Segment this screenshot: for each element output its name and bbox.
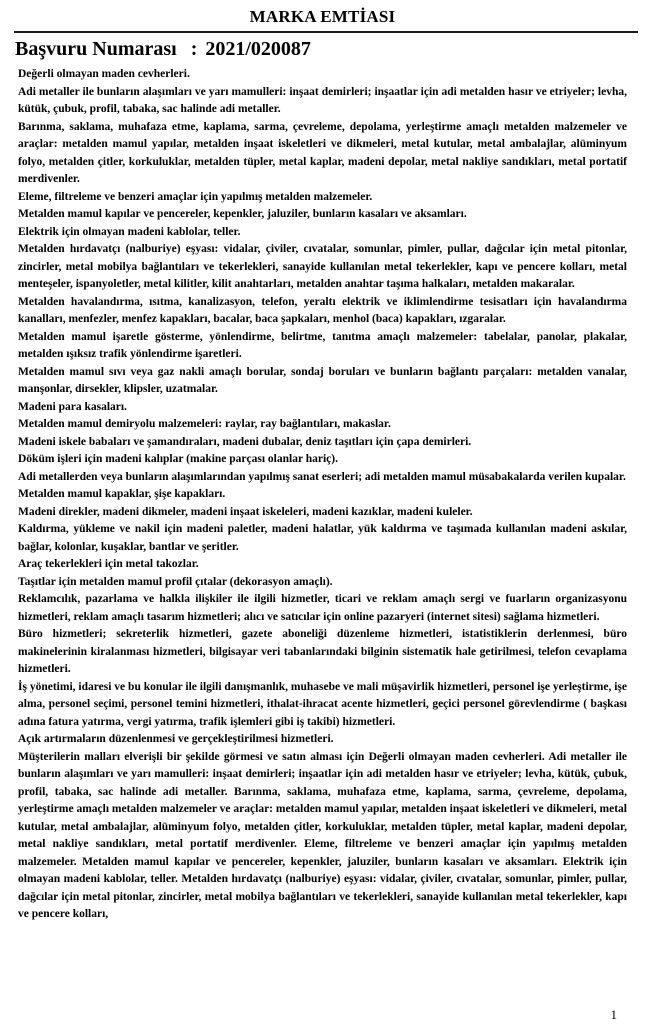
application-number-separator: : — [190, 38, 198, 60]
goods-paragraph: İş yönetimi, idaresi ve bu konular ile ilgili danışmanlık, muhasebe ve mali müşavirlik hizmetleri, personel işe yerleştirme, işe alma, personel seçimi, personel temini hizmetleri, ithalat-ihracat acente hizmetleri, geçici personel görevlendirme ( başkası adına fatura yatırma, vergi yatırma, trafik işlemleri gibi iş takibi) hizmetleri. — [18, 680, 627, 728]
application-number-label: Başvuru Numarası — [15, 38, 177, 60]
goods-paragraph: Metalden mamul kapılar ve pencereler, kepenkler, jaluziler, bunların kasaları ve aksamları. — [18, 208, 467, 220]
goods-paragraph: Taşıtlar için metalden mamul profil çıtalar (dekorasyon amaçlı). — [18, 575, 333, 588]
goods-paragraph: Değerli olmayan maden cevherleri. — [18, 68, 190, 80]
goods-paragraph: Metalden mamul işaretle gösterme, yönlendirme, belirtme, tanıtma amaçlı malzemeler: tabelalar, panolar, plakalar, metalden ışıksız trafik yönlendirme işaretleri. — [18, 330, 627, 360]
goods-paragraph: Adi metallerden veya bunların alaşımlarından yapılmış sanat eserleri; adi metalden mamul müsabakalarda verilen kupalar. — [18, 470, 626, 483]
goods-paragraph: Barınma, saklama, muhafaza etme, kaplama, sarma, çevreleme, depolama, yerleştirme amaçlı metalden malzemeler ve araçlar: metalden mamul yapılar, metalden inşaat iskeletleri ve dikmeleri, metal kutular, metal ambalajlar, alüminyum folyo, metalden çitler, korkuluklar, metalden tüpler, metal kaplar, madeni depolar, metal nakliye sandıkları, metal portatif merdivenler. — [18, 120, 627, 185]
application-number-value: 2021/020087 — [205, 38, 311, 60]
goods-paragraph: Madeni direkler, madeni dikmeler, madeni inşaat iskeleleri, madeni kazıklar, madeni kuleler. — [18, 505, 473, 518]
goods-paragraph: Kaldırma, yükleme ve nakil için madeni paletler, madeni halatlar, yük kaldırma ve taşımada kullanılan madeni askılar, bağlar, kolonlar, kuşaklar, bantlar ve şeritler. — [18, 523, 627, 553]
goods-paragraph: Araç tekerlekleri için metal takozlar. — [18, 558, 199, 570]
goods-paragraph: Madeni iskele babaları ve şamandıraları, madeni dubalar, deniz taşıtları için çapa demirleri. — [18, 435, 472, 448]
goods-and-services-list — [18, 66, 627, 924]
goods-paragraph: Madeni para kasaları. — [18, 400, 127, 413]
goods-paragraph: Metalden mamul sıvı veya gaz nakli amaçlı borular, sondaj boruları ve bunların bağlantı parçaları: metalden vanalar, manşonlar, dirsekler, klipsler, uzatmalar. — [18, 365, 627, 395]
page-title: MARKA EMTİASI — [249, 7, 396, 26]
goods-paragraph: Metalden havalandırma, ısıtma, kanalizasyon, telefon, yeraltı elektrik ve iklimlendirme tesisatları için havalandırma kanalları, menfezler, menfez kapakları, bacalar, baca şapkaları, menhol (baca) kapakları, ızgaralar. — [18, 295, 627, 325]
goods-paragraph: Müşterilerin malları elverişli bir şekilde görmesi ve satın alması için Değerli olmayan maden cevherleri. Adi metaller ile bunların alaşımları ve yarı mamulleri: inşaat demirleri; inşaatlar için adi metalden hasır ve etriyeler; levha, kütük, çubuk, profil, tabaka, sac halinde adi metaller. Barınma, saklama, muhafaza etme, kaplama, sarma, çevreleme, depolama, yerleştirme amaçlı metalden malzemeler ve araçlar: metalden mamul yapılar, metalden inşaat iskeletleri ve dikmeleri, metal kutular, metal ambalajlar, alüminyum folyo, metalden çitler, korkuluklar, metalden tüpler, metal kaplar, madeni depolar, metal nakliye sandıkları, metal portatif merdivenler. Eleme, filtreleme ve benzeri amaçlar için yapılmış metalden malzemeler. Metalden mamul kapılar ve pencereler, kepenkler, jaluziler, bunların kasaları ve aksamları. Elektrik için olmayan madeni kablolar, teller. Metalden hırdavatçı (nalburiye) eşyası: vidalar, çiviler, cıvatalar, somunlar, pimler, pullar, dağcılar için metal pitonlar, zincirler, metal mobilya bağlantıları ve tekerlekleri, sanayide kullanılan metal tekerlekler, kapı ve pencere kolları, — [18, 750, 627, 920]
application-number-row — [15, 38, 630, 61]
goods-paragraph: Metalden mamul kapaklar, şişe kapakları. — [18, 488, 226, 500]
page-number: 1 — [610, 1007, 617, 1022]
goods-paragraph: Büro hizmetleri; sekreterlik hizmetleri, gazete aboneliği düzenleme hizmetleri, istatistiklerin derlenmesi, büro makinelerinin kiralanması hizmetleri, bilgisayar veri tabanlarındaki bilginin sistematik hale getirilmesi, telefon cevaplama hizmetleri. — [18, 628, 627, 675]
goods-paragraph: Metalden mamul demiryolu malzemeleri: raylar, ray bağlantıları, makaslar. — [18, 418, 391, 430]
goods-paragraph: Adi metaller ile bunların alaşımları ve yarı mamulleri: inşaat demirleri; inşaatlar için adi metalden hasır ve etriyeler; levha, kütük, çubuk, profil, tabaka, sac halinde adi metaller. — [18, 85, 627, 115]
goods-paragraph: Eleme, filtreleme ve benzeri amaçlar için yapılmış metalden malzemeler. — [18, 190, 373, 203]
title-divider — [14, 31, 638, 33]
goods-paragraph: Metalden hırdavatçı (nalburiye) eşyası: vidalar, çiviler, cıvatalar, somunlar, pimler, pullar, dağcılar için metal pitonlar, zincirler, metal mobilya bağlantıları ve tekerlekleri, sanayide kullanılan metal tekerlekler, kapı ve pencere kolları, metal menteşeler, ispanyoletler, metal kilitler, kilit anahtarları, metalden anahtar taşıma halkaları, metalden makaralar. — [18, 243, 627, 290]
goods-paragraph: Açık artırmaların düzenlenmesi ve gerçekleştirilmesi hizmetleri. — [18, 733, 334, 745]
goods-paragraph: Döküm işleri için madeni kalıplar (makine parçası olanlar hariç). — [18, 453, 338, 465]
goods-paragraph: Elektrik için olmayan madeni kablolar, teller. — [18, 225, 241, 238]
goods-paragraph: Reklamcılık, pazarlama ve halkla ilişkiler ile ilgili hizmetler, ticari ve reklam amaçlı sergi ve fuarların organizasyonu hizmetleri, reklam amaçlı tasarım hizmetleri; alıcı ve satıcılar için online pazaryeri (internet sitesi) sağlama hizmetleri. — [18, 593, 627, 623]
